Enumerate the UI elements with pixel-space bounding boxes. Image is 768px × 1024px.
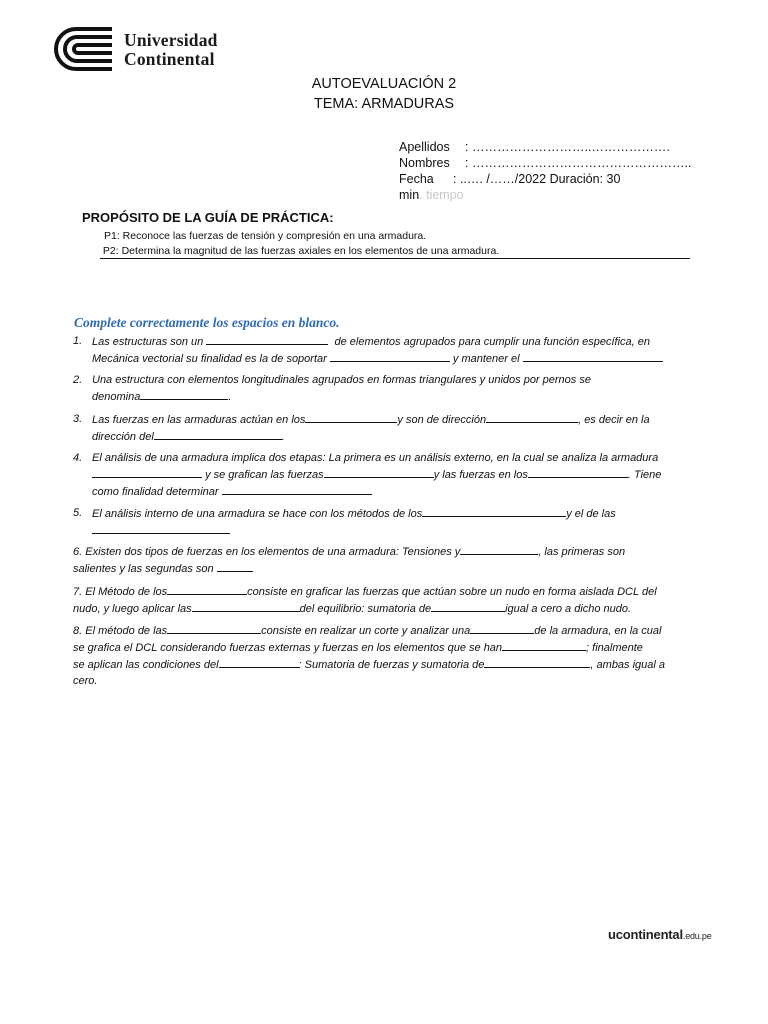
footer-brand-domain: .edu.pe [682, 931, 712, 941]
q7-text-c: nudo, y luego aplicar las [73, 603, 192, 615]
fecha-field[interactable]: : ..…. /……/2022 Duración: 30 [453, 172, 621, 186]
document-title: AUTOEVALUACIÓN 2 [311, 76, 457, 92]
q8-text-e: ; finalmente [586, 642, 643, 654]
q8-blank-2[interactable] [470, 622, 534, 634]
question-8 [73, 622, 695, 689]
q4-text-c: y las fuerzas en los [433, 469, 528, 481]
instruction-heading: Complete correctamente los espacios en blanco. [74, 315, 340, 330]
nombres-field[interactable]: : …………………………………………….. [465, 156, 692, 170]
question-2 [92, 372, 694, 405]
q8-text-c: de la armadura, en la cual [534, 625, 662, 637]
q5-blank-2[interactable] [92, 522, 230, 534]
q7-blank-3[interactable] [431, 600, 505, 612]
q3-text-d: dirección del [92, 431, 154, 443]
min-label: min [399, 188, 420, 202]
proposito-p2-text: P2: Determina la magnitud de las fuerzas axiales en los elementos de una armadura. [102, 245, 500, 257]
q1-text-b: de elementos agrupados para cumplir una función específica, en [334, 336, 651, 348]
q8-blank-3[interactable] [502, 639, 586, 651]
footer-brand [608, 927, 712, 942]
q1-blank-3[interactable] [523, 350, 663, 362]
min-row [399, 188, 464, 202]
footer-brand-name: ucontinental [608, 927, 683, 942]
apellidos-label: Apellidos [399, 140, 450, 154]
q2-end: . [228, 391, 232, 403]
q3-end: . [281, 431, 285, 443]
q6-text-c: salientes y las segundas son [73, 563, 214, 575]
q6-blank-1[interactable] [460, 543, 538, 555]
q4-text-a: El análisis de una armadura implica dos etapas: La primera es un análisis externo, en la cual se analiza la armadura [92, 452, 659, 464]
q8-text-b: consiste en realizar un corte y analizar una [261, 625, 471, 637]
nombres-row [399, 156, 691, 170]
question-4 [92, 450, 694, 500]
q7-text-b: consiste en graficar las fuerzas que actúan sobre un nudo en forma aislada DCL del [247, 586, 657, 598]
question-4-number: 4. [73, 452, 83, 464]
q2-blank-1[interactable] [140, 388, 228, 400]
q3-text-c: , es decir en la [578, 414, 650, 426]
proposito-heading: PROPÓSITO DE LA GUÍA DE PRÁCTICA: [82, 210, 334, 225]
q4-text-b: y se grafican las fuerzas [205, 469, 324, 481]
q4-blank-2[interactable] [324, 466, 434, 478]
q7-text-d: del equilibrio: sumatoria de [299, 603, 432, 615]
proposito-p1: P1: Reconoce las fuerzas de tensión y compresión en una armadura. [104, 230, 427, 242]
q2-text-a: Una estructura con elementos longitudinales agrupados en formas triangulares y unidos por pernos se [92, 374, 591, 386]
q5-blank-1[interactable] [422, 505, 566, 517]
q8-text-i: cero. [73, 675, 98, 687]
q6-blank-2[interactable] [217, 560, 253, 572]
q8-text-f: se aplican las condiciones del [73, 659, 219, 671]
q3-blank-1[interactable] [305, 411, 397, 423]
question-1-number: 1. [73, 335, 83, 347]
q6-text-a: 6. Existen dos tipos de fuerzas en los elementos de una armadura: Tensiones y [73, 546, 461, 558]
q6-text-b: , las primeras son [538, 546, 626, 558]
q8-text-d: se grafica el DCL considerando fuerzas externas y fuerzas en los elementos que se han [73, 642, 503, 654]
q8-text-a: 8. El método de las [73, 625, 168, 637]
q8-blank-1[interactable] [167, 622, 261, 634]
apellidos-field[interactable]: : ………………………..………………. [465, 140, 670, 154]
question-7 [73, 583, 695, 617]
university-logo [52, 26, 252, 74]
question-5-number: 5. [73, 507, 83, 519]
q3-text-a: Las fuerzas en las armaduras actúan en los [92, 414, 306, 426]
tiempo-placeholder: . tiempo [419, 188, 464, 202]
page-margin [0, 0, 50, 1024]
q2-text-b: denomina [92, 391, 141, 403]
q7-blank-2[interactable] [192, 600, 300, 612]
q1-text-c: Mecánica vectorial su finalidad es la de soportar [92, 353, 327, 365]
q1-blank-2[interactable] [330, 350, 450, 362]
q1-text-d: y mantener el [452, 353, 520, 365]
q3-blank-2[interactable] [486, 411, 578, 423]
q5-text-a: El análisis interno de una armadura se hace con los métodos de los [92, 508, 423, 520]
q8-blank-5[interactable] [484, 656, 590, 668]
q4-blank-3[interactable] [528, 466, 628, 478]
q4-text-e: como finalidad determinar [92, 486, 219, 498]
q5-text-b: y el de las [566, 508, 616, 520]
question-3 [92, 411, 694, 445]
q3-blank-3[interactable] [154, 428, 282, 440]
q3-text-b: y son de dirección [397, 414, 487, 426]
q4-blank-1[interactable] [92, 466, 202, 478]
logo-text-line1: Universidad [124, 30, 218, 50]
q8-text-h: , ambas igual a [590, 659, 666, 671]
q4-text-d: . Tiene [627, 469, 662, 481]
q1-blank-1[interactable] [206, 333, 328, 345]
question-2-number: 2. [73, 374, 83, 386]
apellidos-row [399, 140, 670, 154]
nombres-label: Nombres [399, 156, 450, 170]
q8-blank-4[interactable] [219, 656, 299, 668]
fecha-label: Fecha [399, 172, 434, 186]
q7-text-e: igual a cero a dicho nudo. [505, 603, 632, 615]
q8-text-g: : Sumatoria de fuerzas y sumatoria de [298, 659, 485, 671]
document-subtitle: TEMA: ARMADURAS [313, 96, 455, 112]
q1-text-a: Las estructuras son un [92, 336, 204, 348]
fecha-row [399, 172, 620, 186]
question-6 [73, 543, 673, 577]
question-5 [92, 505, 694, 539]
q7-text-a: 7. El Método de los [73, 586, 168, 598]
logo-mark-icon [52, 26, 114, 72]
proposito-p2 [100, 245, 690, 259]
q4-blank-4[interactable] [222, 483, 372, 495]
logo-text-line2: Continental [124, 49, 215, 69]
question-3-number: 3. [73, 413, 83, 425]
q7-blank-1[interactable] [167, 583, 247, 595]
question-1 [92, 333, 694, 367]
